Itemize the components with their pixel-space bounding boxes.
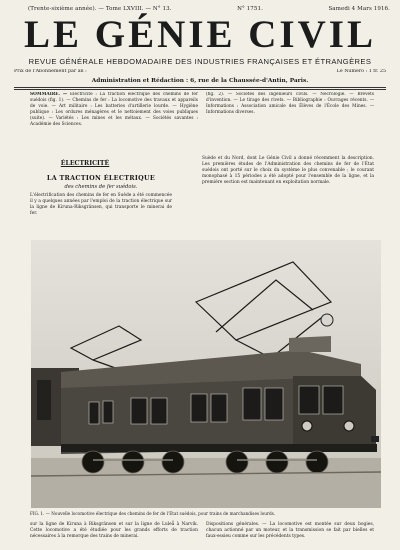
table-of-contents bbox=[30, 92, 374, 138]
summary-right-column bbox=[206, 92, 374, 138]
subscription-line bbox=[14, 69, 386, 74]
single-issue-price: Le Numéro : 1 fr. 25 bbox=[336, 69, 386, 74]
summary-right-text: (fig. 2). — Sociétés des ingénieurs civils. — Nécrologie. — Brevets d'invention. — Le tirage des rivets. — Bibliographie : Ouvrages récents. — Informations : Association amicale des Élèves de l'École des Mines. — Informations diverses. bbox=[206, 92, 374, 115]
article-lead-paragraph: L'électrification des chemins de fer en Suède a été commencée il y a quelques années par l'emploi de la traction électrique sur la ligne de Kiruna-Riksgränsen, qui transporte le minerai de fer. bbox=[30, 193, 172, 216]
locomotive-photograph bbox=[31, 240, 381, 508]
section-heading: ÉLECTRICITÉ bbox=[60, 160, 110, 167]
edition-info: (Trente-sixième année). — Tome LXVIII. — N° 13. bbox=[28, 6, 172, 12]
masthead-subtitle: REVUE GÉNÉRALE HEBDOMADAIRE DES INDUSTRIES FRANÇAISES ET ÉTRANGÈRES bbox=[28, 57, 372, 66]
summary-left-text: Électricité : La traction électrique des chemins de fer suédois (fig. 1). — Chemins de fer : La locomotive des travaux et appareils de voie. — Art militaire : Les batteries d'artillerie lourde. — Hygiène publique : Les ordures ménagères et le nettoiement des voies publiques (suite). — Variétés : Les mines et les métaux. — Sociétés savantes : Académie des Sciences. bbox=[30, 92, 198, 127]
article-right-column: Suède et du Nord, dont Le Génie Civil a donné récemment la description. Les premières études de l'Administration des chemins de fer de l'État suédois ont porté sur le choix du système le plus convenable ; le courant monophasé à 15 périodes a été adopté pour l'ensemble de la ligne, et la première section est maintenant en exploitation normale. bbox=[202, 156, 374, 185]
article-bottom-left: sur la ligne de Kiruna à Riksgränsen et sur la ligne de Luleå à Narvik. Cette locomotive a été étudiée pour les grands efforts de traction nécessaires à la remorque des trains de minerai. bbox=[30, 522, 198, 539]
figure-caption: FIG. 1. — Nouvelle locomotive électrique des chemins de fer de l'État suédois, pour trains de marchandises lourds. bbox=[30, 511, 276, 516]
office-address: Administration et Rédaction : 6, rue de la Chaussée-d'Antin, Paris. bbox=[91, 78, 309, 84]
header-line bbox=[28, 6, 390, 12]
article-title: LA TRACTION ÉLECTRIQUE bbox=[46, 174, 156, 182]
article-subtitle: des chemins de fer suédois. bbox=[64, 184, 138, 190]
issue-number: N° 1751. bbox=[237, 6, 263, 12]
locomotive-illustration bbox=[31, 240, 381, 508]
summary-left-column bbox=[30, 92, 198, 138]
summary-label: SOMMAIRE. — bbox=[30, 92, 68, 97]
header-rule-thin bbox=[14, 89, 386, 90]
masthead-title: LE GÉNIE CIVIL bbox=[24, 13, 376, 56]
header-rule bbox=[14, 87, 386, 88]
subscription-price: Prix de l'Abonnement par an : bbox=[14, 69, 87, 74]
article-bottom-right: Dispositions générales. — La locomotive est montée sur deux bogies, chacun actionné par un moteur, et la transmission se fait par bielles et faux-essieu comme sur les précédents types. bbox=[206, 522, 374, 539]
issue-date: Samedi 4 Mars 1916. bbox=[328, 6, 390, 12]
